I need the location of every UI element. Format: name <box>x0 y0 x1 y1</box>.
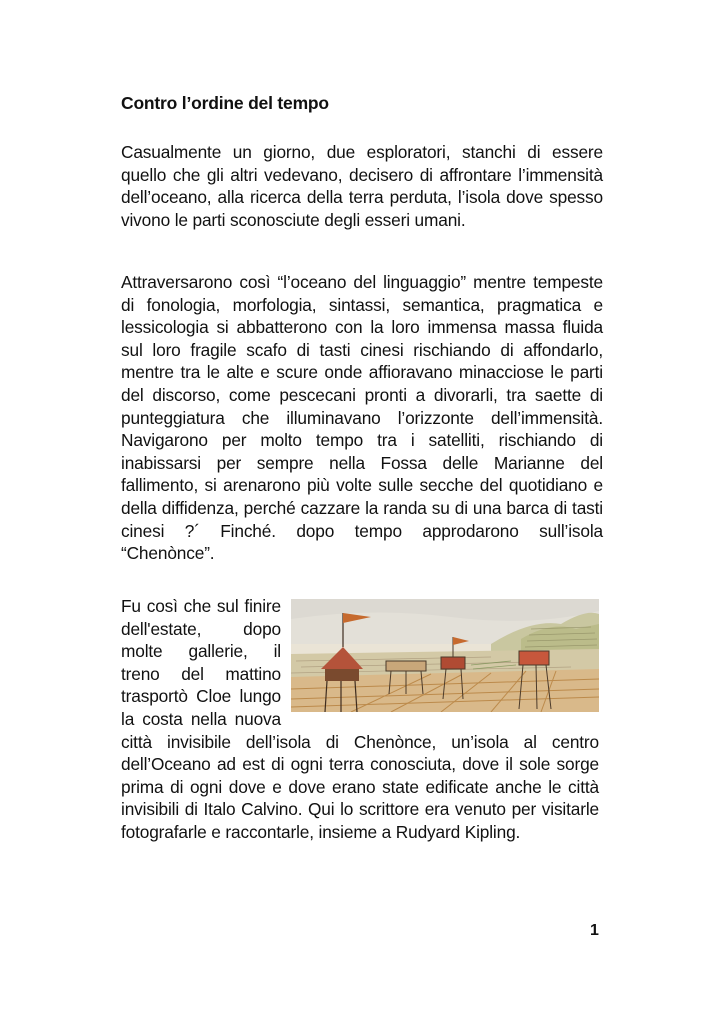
paragraph-1: Casualmente un giorno, due esploratori, stanchi di essere quello che gli altri vedevano, decisero di affrontare l’immensità dell’oceano, alla ricerca della terra perduta, l’isola dove spesso vivono le parti sconosciute degli esseri umani. <box>121 142 603 230</box>
paragraph-3-block <box>121 595 599 844</box>
paragraph-2: Attraversarono così “l’oceano del linguaggio” mentre tempeste di fonologia, morfologia, sintassi, semantica, pragmatica e lessicologia si abbatterono con la loro immensa massa fluida sul loro fragile scafo di tasti cinesi rischiando di affondarlo, mentre tra le alte e scure onde affioravano minacciose le parti del discorso, come pescecani pronti a divorarli, tra saette di punteggiatura che illuminavano l’orizzonte dell’immensità. Navigarono per molto tempo tra i satelliti, rischiando di inabissarsi per sempre nella Fossa delle Marianne del fallimento, si arenarono più volte sulle secche del quotidiano e della diffidenza, perché cazzare la randa su di una barca di tasti cinesi ?´ Finché. dopo tempo approdarono sull’isola “Chenònce”. <box>121 272 603 564</box>
island-drawing-image <box>291 599 599 712</box>
page-title: Contro l’ordine del tempo <box>121 93 329 113</box>
page-number: 1 <box>590 922 599 939</box>
paragraph-3: Fu così che sul finire dell'estate, dopo molte gallerie, il treno del mattino trasportò Cloe lungo la costa nella nuova città invisibile dell’isola di Chenònce, un’isola al centro dell’Oceano ad est di ogni terra conosciuta, dove il sole sorge prima di ogni dove e dove erano state edificate anche le città invisibili di Italo Calvino. Qui lo scrittore era venuto per visitarle fotografarle e raccontarle, insieme a Rudyard Kipling. <box>121 596 599 842</box>
island-drawing-icon <box>291 599 599 712</box>
